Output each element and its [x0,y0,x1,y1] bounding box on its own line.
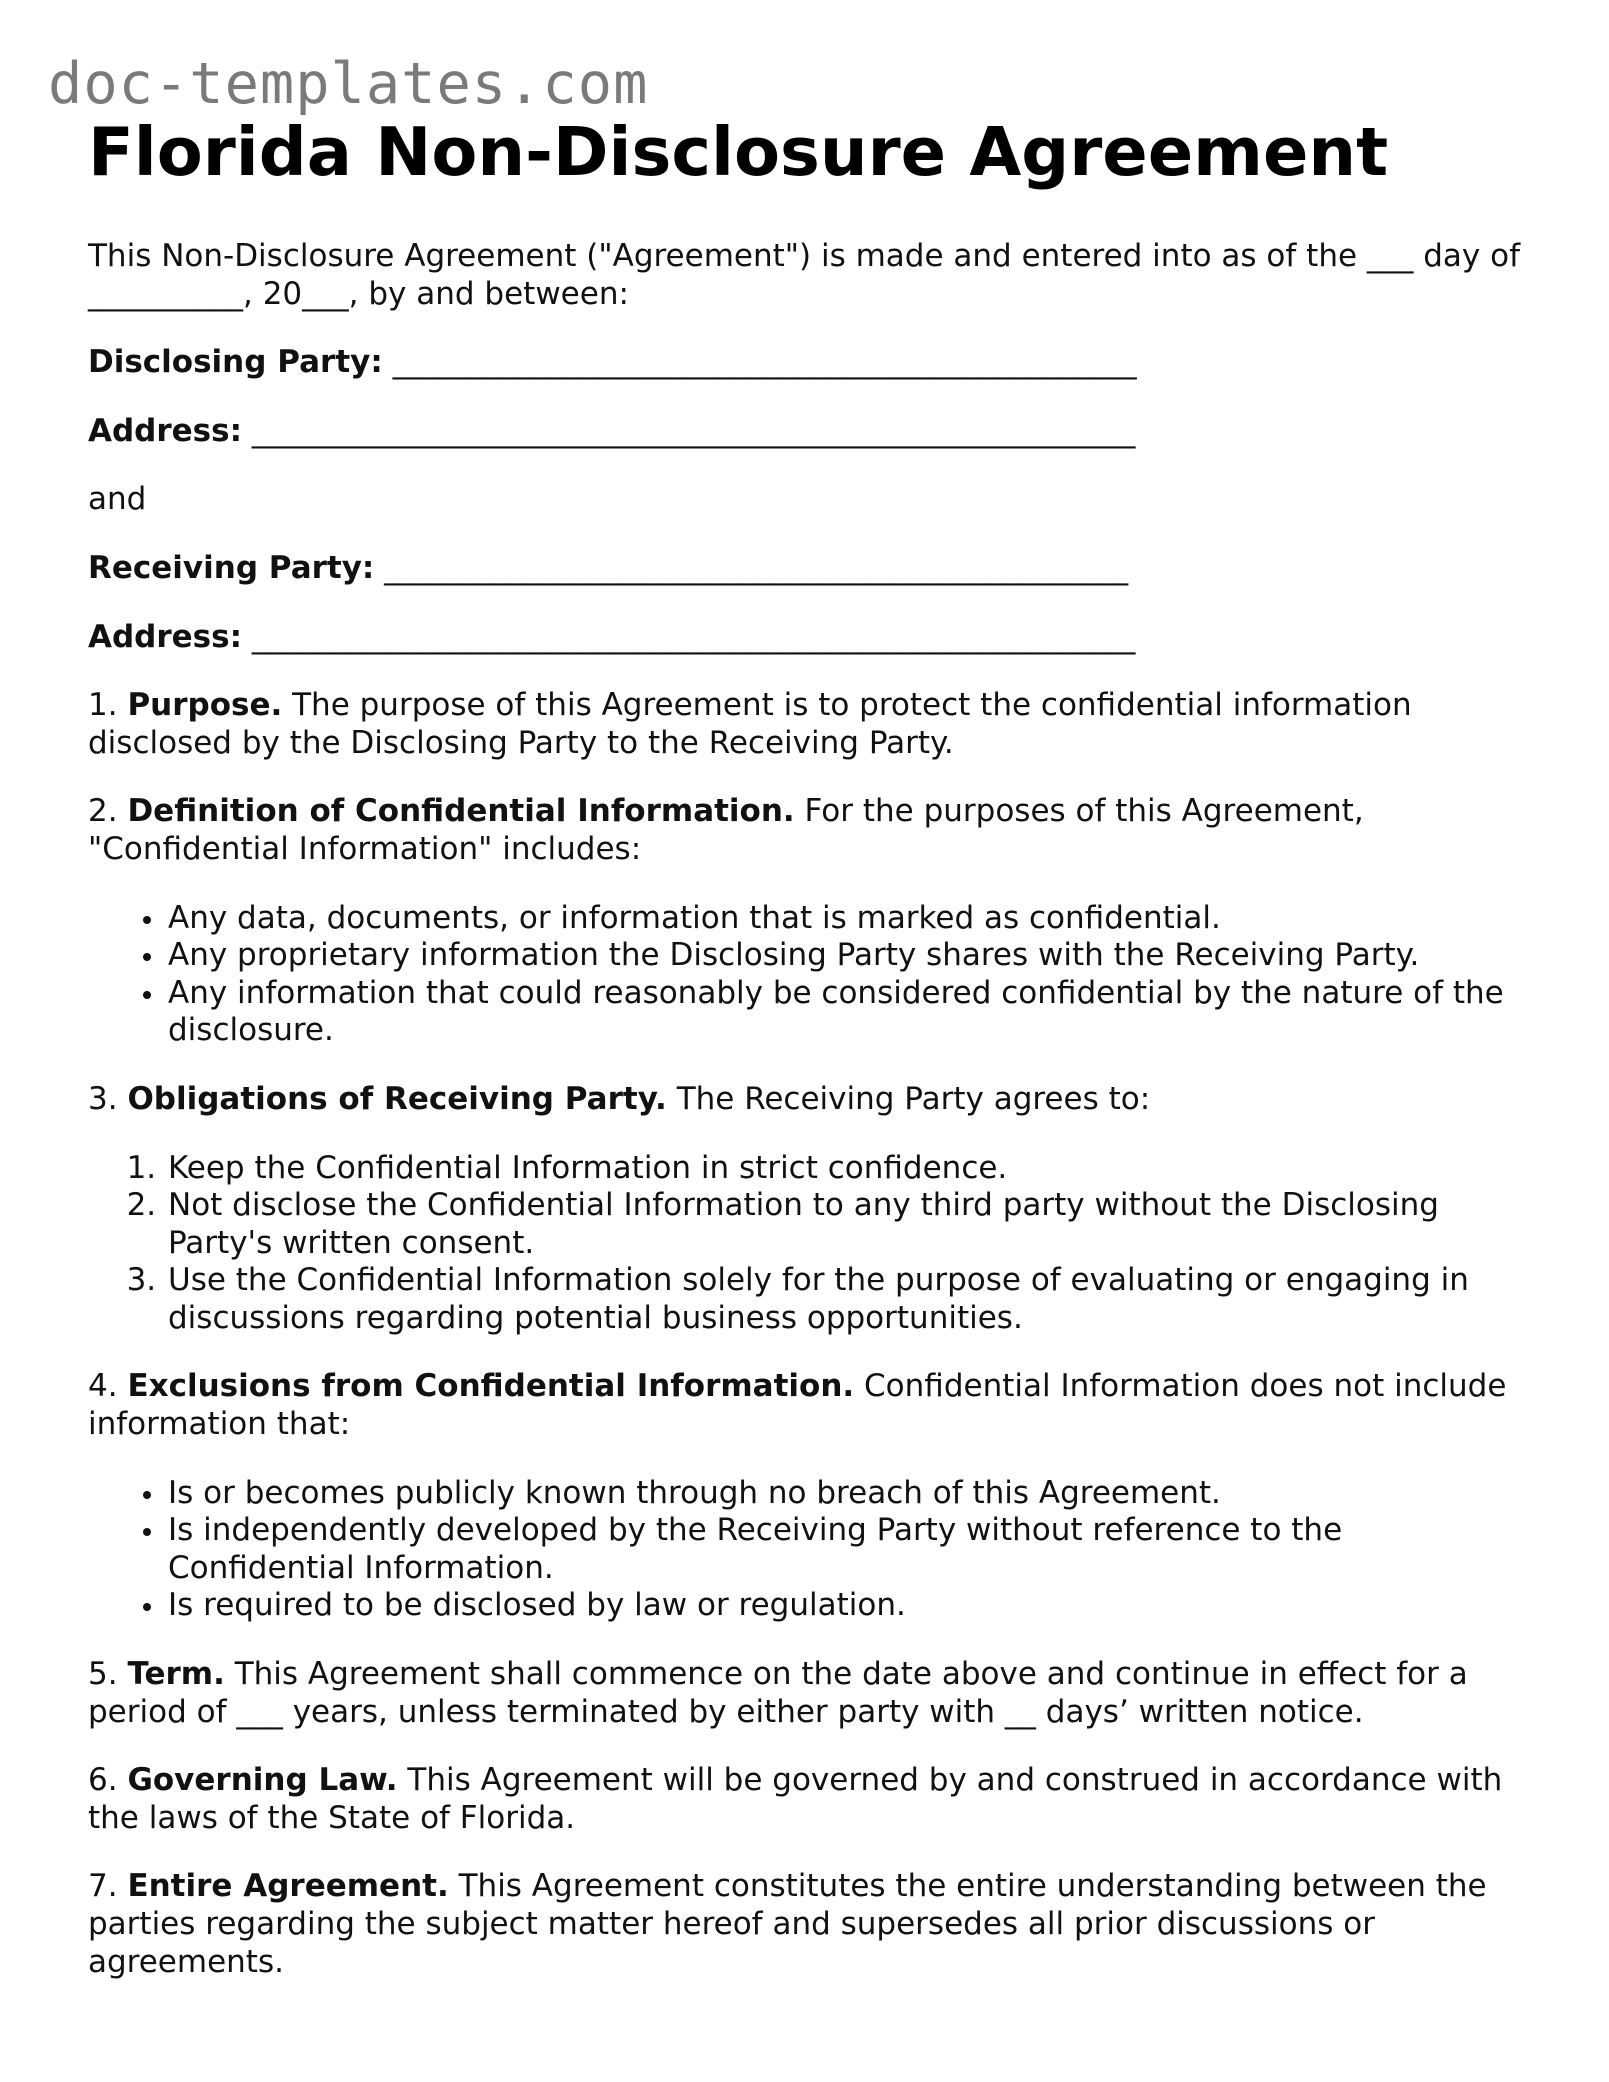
document-body [88,110,1528,2012]
section-number: 6. [88,1762,118,1799]
list-item: • Any proprietary information the Disclosing Party shares with the Receiving Party. [166,937,1528,975]
receiving-party-line [88,550,1528,588]
list-item: • Any information that could reasonably be considered confidential by the nature of the disclosure. [166,975,1528,1050]
section-text: This Agreement will be governed by and construed in accordance with the laws of the State of Florida. [88,1762,1503,1836]
receiving-party-blank: ________________________________________________ [374,549,1129,586]
disclosing-party-line [88,344,1528,382]
section-text: For the purposes of this Agreement, "Confidential Information" includes: [88,793,1364,867]
disclosing-party-blank: ________________________________________________ [382,344,1137,381]
section-heading: Term. [127,1656,225,1693]
disclosing-party-label: Disclosing Party: [88,344,383,381]
section-heading: Exclusions from Confidential Information. [127,1368,855,1405]
section-term [88,1656,1528,1731]
section-number: 5. [88,1656,118,1693]
section-purpose [88,687,1528,762]
section-number: 2. [88,793,118,830]
list-item: • Is required to be disclosed by law or regulation. [166,1587,1528,1625]
disclosing-address-blank: _________________________________________________________ [242,412,1136,449]
section-entire-agreement [88,1868,1528,1981]
exclusions-list [88,1475,1528,1625]
receiving-address-blank: _________________________________________________________ [242,618,1136,655]
list-item: 1. Keep the Confidential Information in strict confidence. [166,1150,1528,1188]
watermark-text: doc-templates.com [48,51,649,117]
section-heading: Governing Law. [127,1762,398,1799]
list-item: • Any data, documents, or information that is marked as confidential. [166,900,1528,938]
disclosing-address-line [88,413,1528,451]
and-text: and [88,481,147,518]
receiving-address-line [88,619,1528,657]
section-number: 1. [88,687,118,724]
section-text: The purpose of this Agreement is to protect the confidential information disclosed by the Disclosing Party to the Receiving Party. [88,687,1412,761]
document-title: Florida Non-Disclosure Agreement [88,113,1389,191]
receiving-address-label: Address: [88,618,242,655]
list-item: 3. Use the Confidential Information solely for the purpose of evaluating or engaging in discussions regarding potential business opportunities. [166,1262,1528,1337]
intro-paragraph: This Non-Disclosure Agreement ("Agreement") is made and entered into as of the ___ day of __________, 20___, by and between: [88,238,1520,312]
section-number: 4. [88,1368,118,1405]
section-governing-law [88,1762,1528,1837]
list-item: • Is or becomes publicly known through no breach of this Agreement. [166,1475,1528,1513]
section-text: This Agreement shall commence on the date above and continue in effect for a period of ___ years, unless terminated by either party with __ days’ written notice. [88,1656,1468,1730]
section-text: Confidential Information does not include information that: [88,1368,1507,1443]
section-exclusions [88,1368,1528,1443]
obligations-list [88,1150,1528,1338]
definition-list [88,900,1528,1050]
disclosing-address-label: Address: [88,412,242,449]
section-text: This Agreement constitutes the entire understanding between the parties regarding the subject matter hereof and supersedes all prior discussions or agreements. [88,1868,1487,1980]
receiving-party-label: Receiving Party: [88,549,375,586]
section-definition [88,793,1528,868]
section-heading: Purpose. [127,687,283,724]
list-item: 2. Not disclose the Confidential Information to any third party without the Disclosing Party's written consent. [166,1187,1528,1262]
section-heading: Entire Agreement. [127,1868,449,1905]
section-number: 3. [88,1080,118,1117]
section-heading: Definition of Confidential Information. [127,793,795,830]
section-obligations [88,1081,1528,1119]
list-item: • Is independently developed by the Receiving Party without reference to the Confidential Information. [166,1512,1528,1587]
section-heading: Obligations of Receiving Party. [127,1080,667,1117]
section-number: 7. [88,1868,118,1905]
section-text: The Receiving Party agrees to: [666,1080,1151,1117]
